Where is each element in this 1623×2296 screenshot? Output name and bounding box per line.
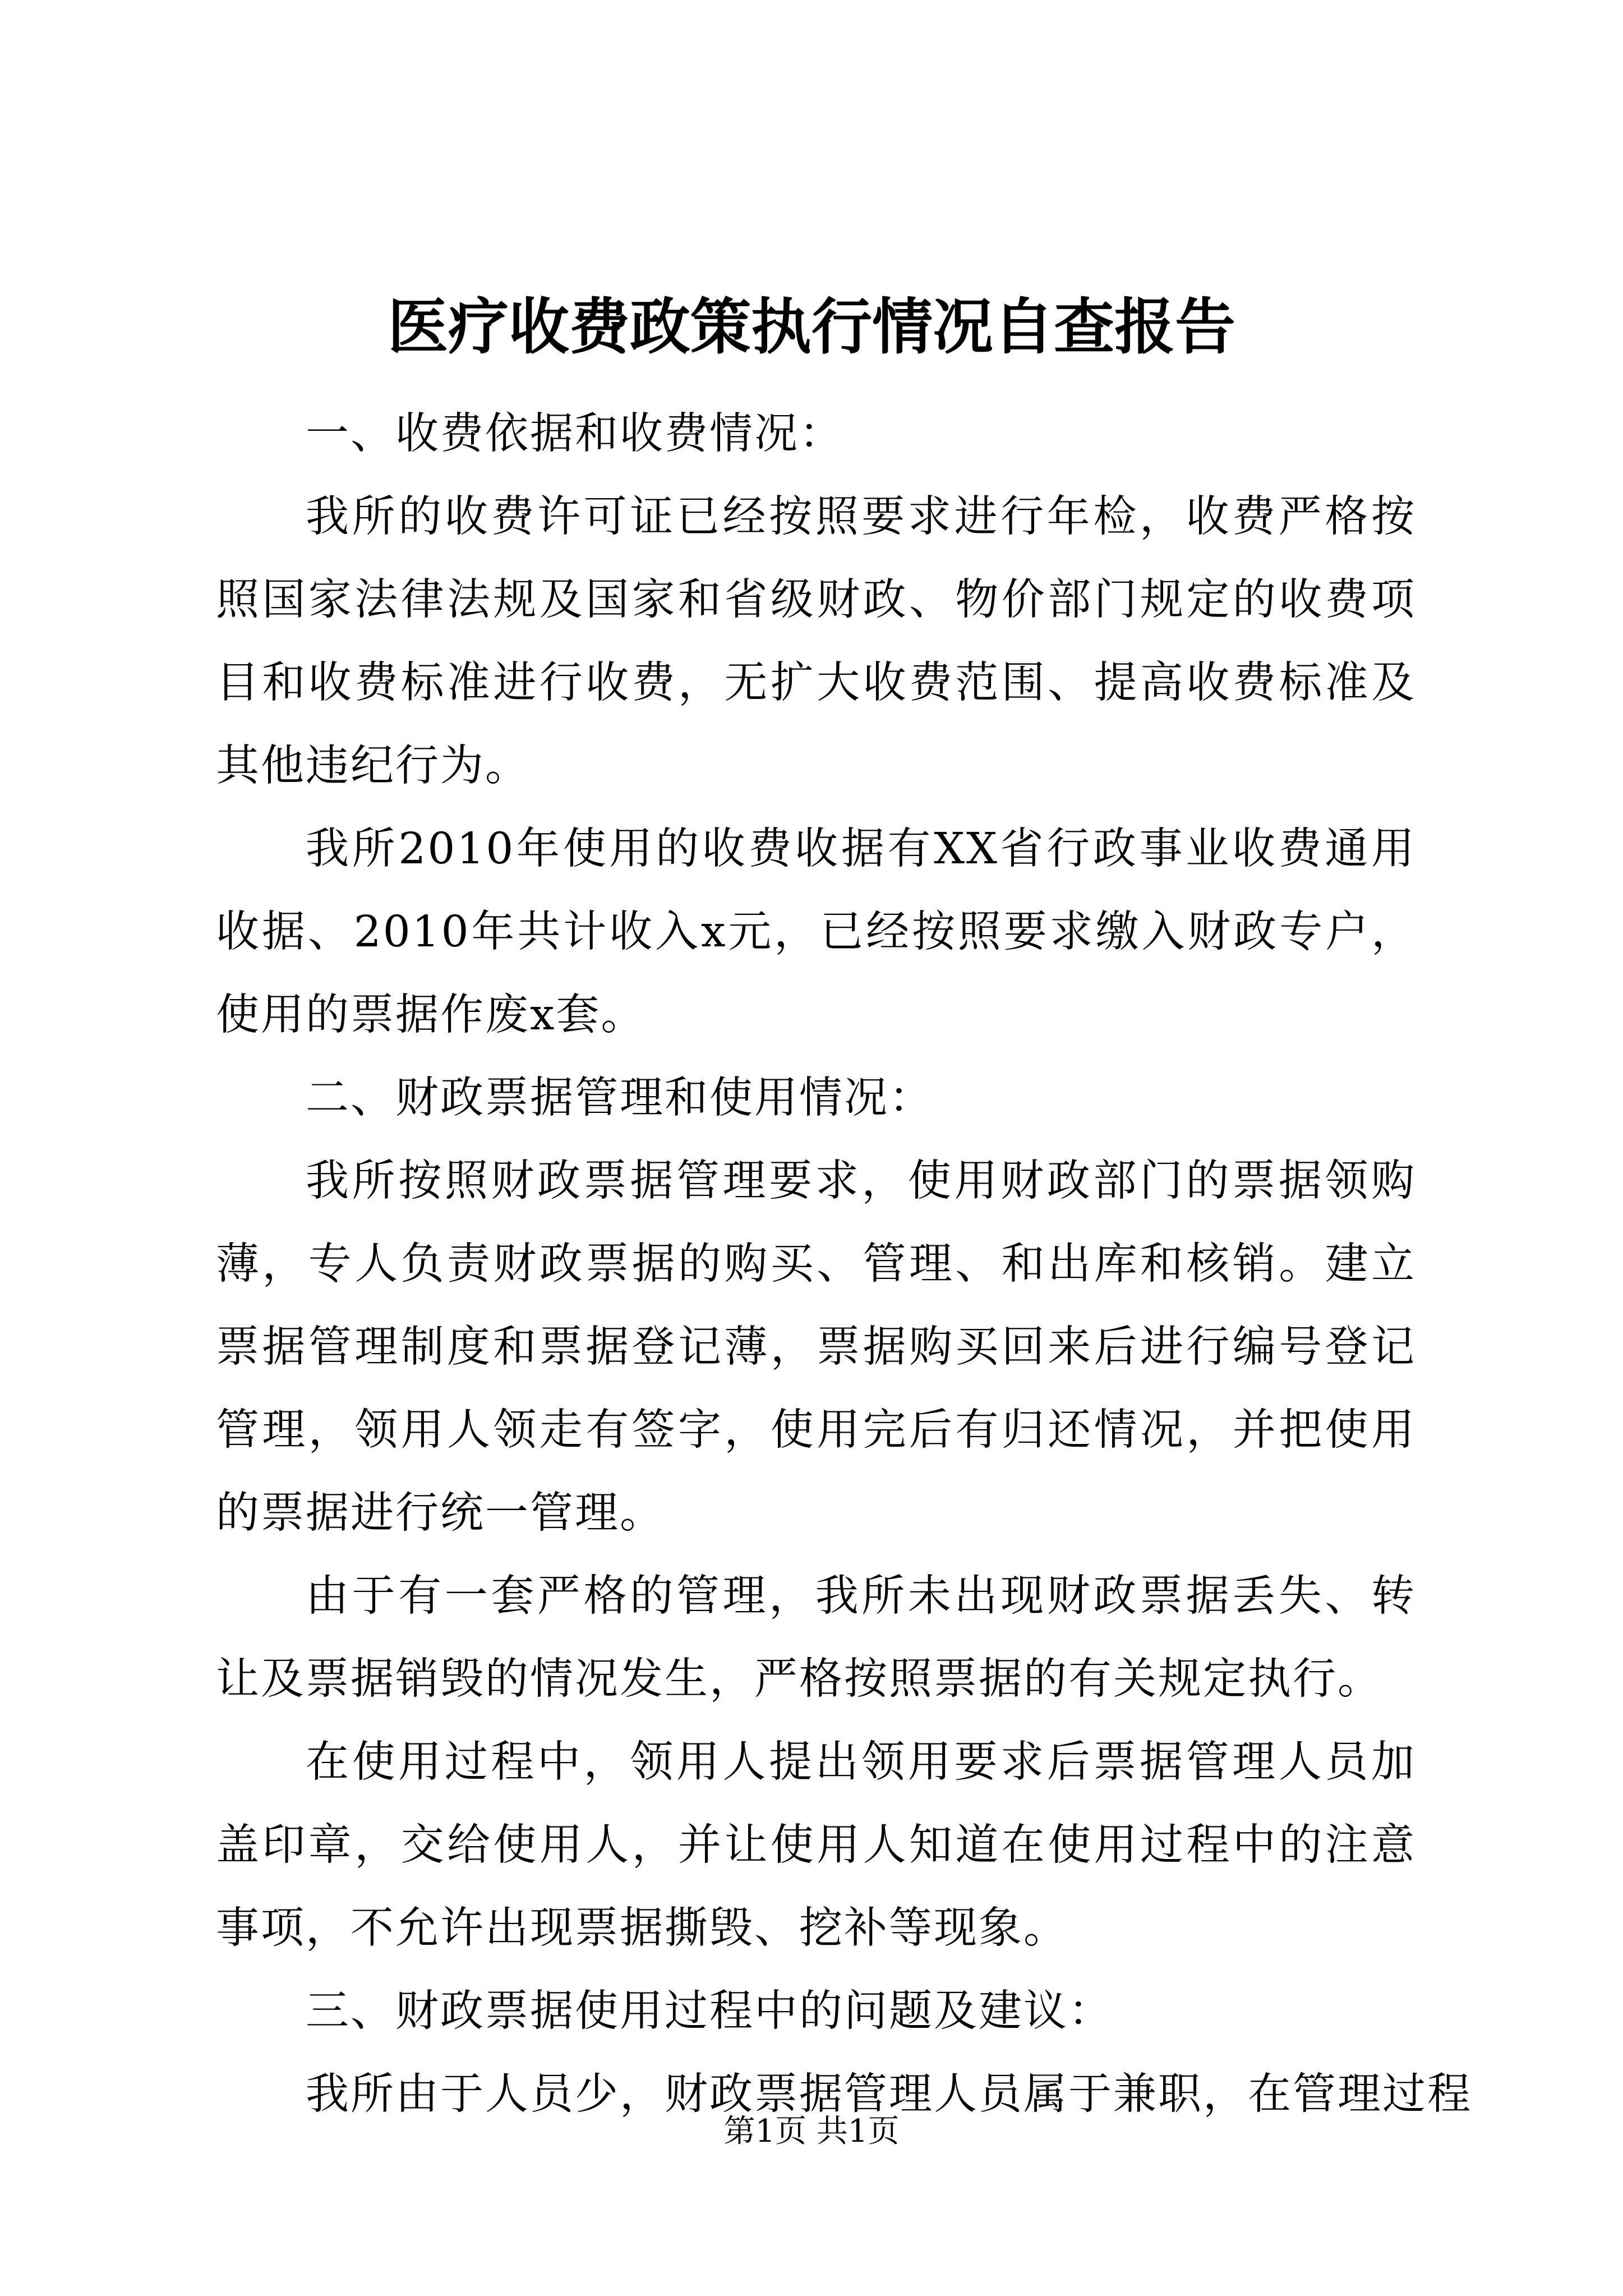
paragraph: 我所2010年使用的收费收据有XX省行政事业收费通用收据、2010年共计收入x元，已经按照要求缴入财政专户，使用的票据作废x套。 <box>216 824 1416 1040</box>
section-heading-1: 一、收费依据和收费情况： <box>306 409 844 459</box>
paragraph: 由于有一套严格的管理，我所未出现财政票据丢失、转让及票据销毁的情况发生，严格按照票据的有关规定执行。 <box>216 1571 1416 1704</box>
document-body <box>216 393 1472 2136</box>
document-title: 医疗收费政策执行情况自查报告 <box>387 292 1235 362</box>
section-heading-3: 三、财政票据使用过程中的问题及建议： <box>306 1986 1113 2036</box>
paragraph: 我所按照财政票据管理要求，使用财政部门的票据领购薄，专人负责财政票据的购买、管理、和出库和核销。建立票据管理制度和票据登记薄，票据购买回来后进行编号登记管理，领用人领走有签字，使用完后有归还情况，并把使用的票据进行统一管理。 <box>216 1156 1416 1538</box>
paragraph: 在使用过程中，领用人提出领用要求后票据管理人员加盖印章，交给使用人，并让使用人知道在使用过程中的注意事项，不允许出现票据撕毁、挖补等现象。 <box>216 1737 1416 1953</box>
section-heading-2: 二、财政票据管理和使用情况： <box>306 1073 934 1123</box>
page-number-footer: 第1页 共1页 <box>723 2113 900 2150</box>
paragraph: 我所由于人员少，财政票据管理人员属于兼职，在管理过程 <box>306 2069 1472 2119</box>
paragraph: 我所的收费许可证已经按照要求进行年检，收费严格按照国家法律法规及国家和省级财政、物价部门规定的收费项目和收费标准进行收费，无扩大收费范围、提高收费标准及其他违纪行为。 <box>216 492 1416 791</box>
